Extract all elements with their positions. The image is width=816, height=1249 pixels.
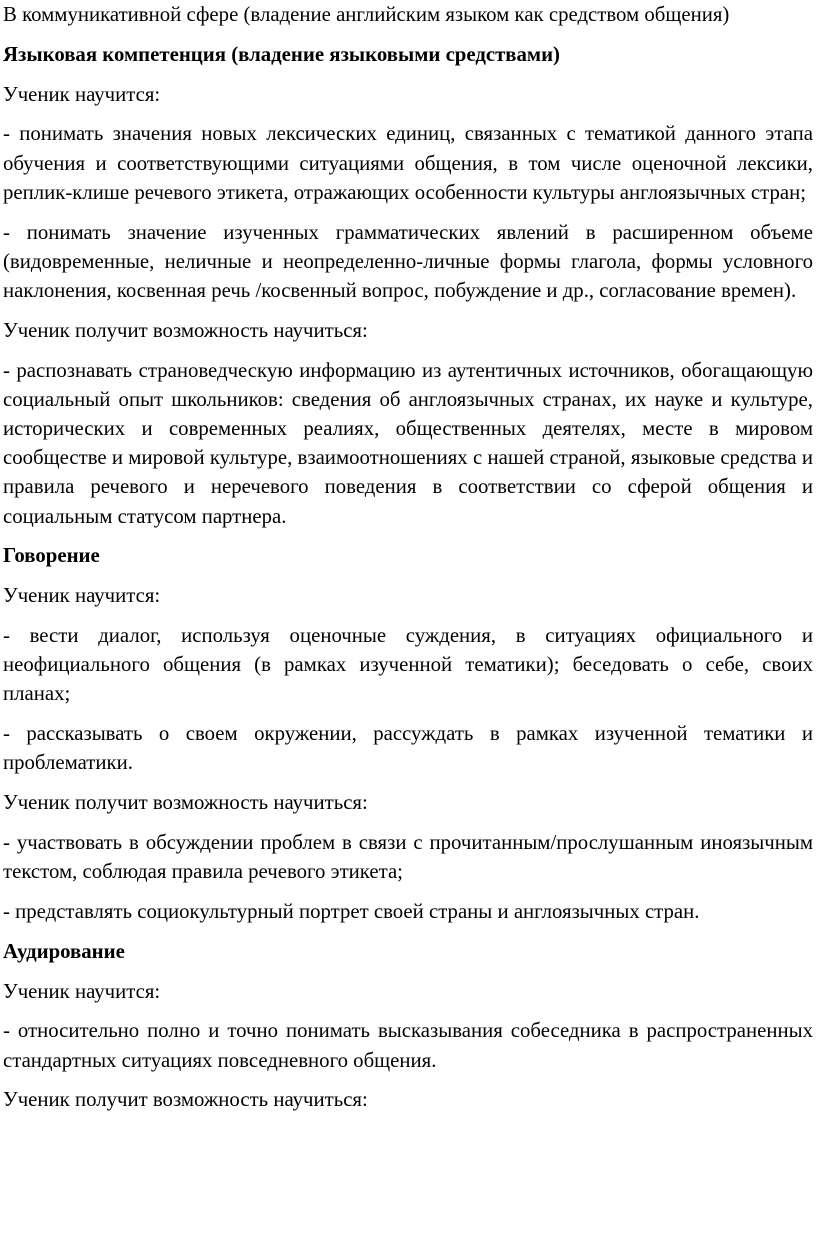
heading-listening: Аудирование — [3, 939, 125, 963]
heading-language-competence: Языковая компетенция (владение языковыми средствами) — [3, 42, 560, 66]
student-will-learn-label: Ученик научится: — [3, 979, 161, 1003]
student-opportunity-label: Ученик получит возможность научиться: — [3, 791, 368, 815]
list-item-discussion: - участвовать в обсуждении проблем в связи с прочитанным/прослушанным иноязычным текстом, соблюдая правила речевого этикета; — [3, 831, 813, 884]
heading-speaking: Говорение — [3, 544, 100, 568]
list-item-narrate: - рассказывать о своем окружении, рассуждать в рамках изученной тематики и проблематики. — [3, 722, 813, 775]
list-item-country-info: - распознавать страноведческую информацию из аутентичных источников, обогащающую социальный опыт школьников: сведения об англоязычных странах, их науке и культуре, исторических и современных реалиях, общественных деятелях, месте в мировом сообществе и мировой культуре, взаимоотношениях с нашей страной, языковые средства и правила речевого и неречевого поведения в соответствии со сферой общения и социальным статусом партнера. — [3, 358, 813, 528]
list-item-dialogue: - вести диалог, используя оценочные суждения, в ситуациях официального и неофициального общения (в рамках изученной тематики); беседовать о себе, своих планах; — [3, 624, 813, 706]
list-item-grammar: - понимать значение изученных грамматических явлений в расширенном объеме (видовременные, неличные и неопределенно-личные формы глагола, формы условного наклонения, косвенная речь /косвенный вопрос, побуждение и др., согласование времен). — [3, 220, 813, 302]
student-opportunity-label: Ученик получит возможность научиться: — [3, 318, 368, 342]
list-item-portrait: - представлять социокультурный портрет своей страны и англоязычных стран. — [3, 900, 700, 923]
student-will-learn-label: Ученик научится: — [3, 82, 161, 106]
student-will-learn-label: Ученик научится: — [3, 584, 161, 608]
intro-paragraph: В коммуникативной сфере (владение английским языком как средством общения) — [3, 3, 730, 26]
list-item-understand: - относительно полно и точно понимать высказывания собеседника в распространенных стандартных ситуациях повседневного общения. — [3, 1019, 813, 1072]
list-item-lexical-units: - понимать значения новых лексических единиц, связанных с тематикой данного этапа обучения и соответствующими ситуациями общения, в том числе оценочной лексики, реплик-клише речевого этикета, отражающих особенности культуры англоязычных стран; — [3, 122, 813, 204]
student-opportunity-label: Ученик получит возможность научиться: — [3, 1088, 368, 1112]
